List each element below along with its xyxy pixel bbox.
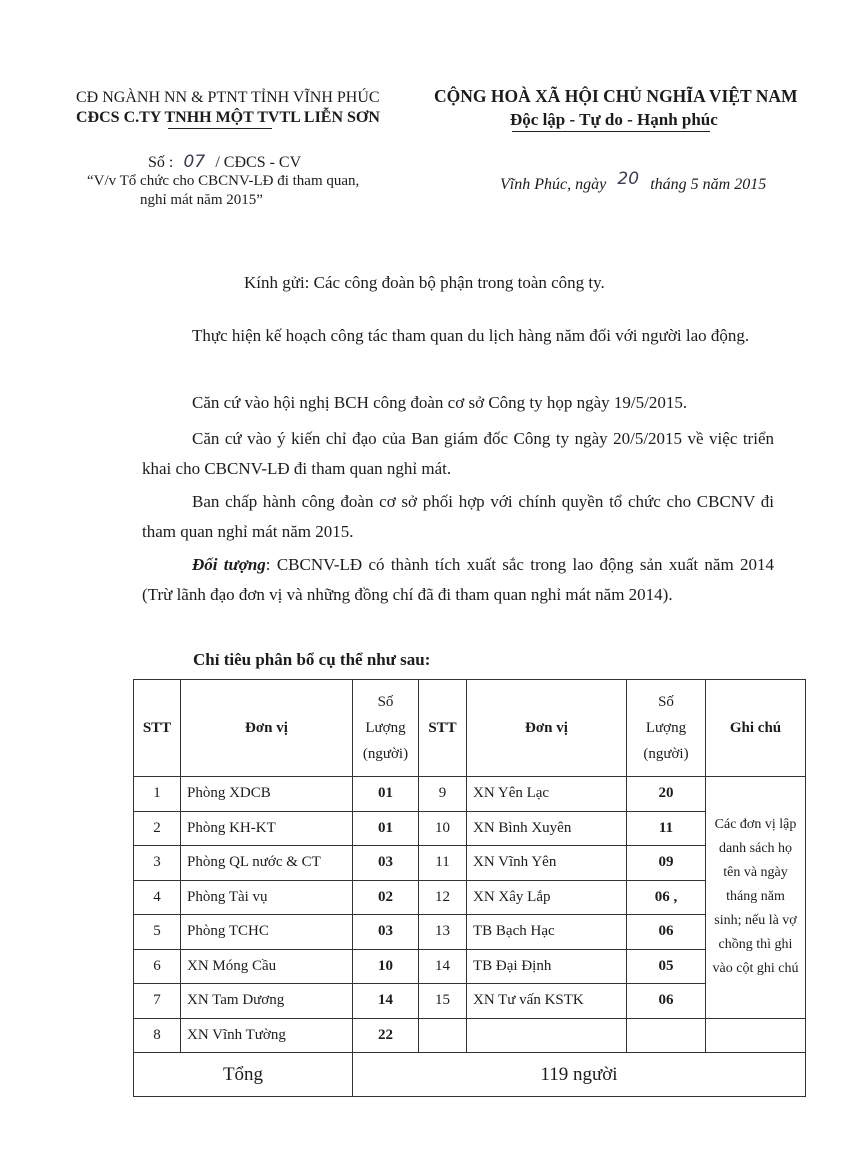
note-empty-cell xyxy=(706,1018,806,1053)
total-value: 119 người xyxy=(353,1053,806,1097)
nation-title: CỘNG HOÀ XÃ HỘI CHỦ NGHĨA VIỆT NAM xyxy=(434,86,798,106)
date-line xyxy=(500,169,767,194)
header-stt-right: STT xyxy=(419,680,467,777)
document-number xyxy=(148,152,301,172)
paragraph-direction-text: Căn cứ vào ý kiến chỉ đạo của Ban giám đốc Công ty ngày 20/5/2015 về việc triển khai cho CBCNV-LĐ đi tham quan nghỉ mát. xyxy=(142,429,774,478)
handwritten-day: 20 xyxy=(617,169,640,189)
header-underline-left xyxy=(168,128,272,129)
note-cell: Các đơn vị lập danh sách họ tên và ngày tháng năm sinh; nếu là vợ chồng thì ghi vào cột ghi chú xyxy=(706,777,806,1019)
row-qty xyxy=(627,1018,706,1053)
table-row xyxy=(134,880,806,915)
row-unit: XN Tư vấn KSTK xyxy=(467,984,627,1019)
paragraph-meeting-text: Căn cứ vào hội nghị BCH công đoàn cơ sở Công ty họp ngày 19/5/2015. xyxy=(192,393,688,412)
table-row xyxy=(134,1018,806,1053)
row-unit: XN Tam Dương xyxy=(181,984,353,1019)
table-row xyxy=(134,811,806,846)
handwritten-number: 07 xyxy=(183,152,206,172)
row-qty: 01 xyxy=(353,811,419,846)
table-header-row xyxy=(134,680,806,777)
table-row xyxy=(134,984,806,1019)
header-unit-right: Đơn vị xyxy=(467,680,627,777)
header-stt-left: STT xyxy=(134,680,181,777)
table-row xyxy=(134,846,806,881)
total-label: Tổng xyxy=(134,1053,353,1097)
paragraph-target xyxy=(142,550,774,610)
header-qty-line2: Lượng xyxy=(645,720,687,736)
row-qty: 02 xyxy=(353,880,419,915)
row-stt: 10 xyxy=(419,811,467,846)
paragraph-plan-text: Thực hiện kế hoạch công tác tham quan du lịch hàng năm đối với người lao động. xyxy=(192,326,750,345)
row-stt: 8 xyxy=(134,1018,181,1053)
row-stt: 12 xyxy=(419,880,467,915)
header-qty-right xyxy=(627,680,706,777)
subject-line-2: nghỉ mát năm 2015” xyxy=(140,192,263,208)
row-stt: 15 xyxy=(419,984,467,1019)
row-stt xyxy=(419,1018,467,1053)
row-unit: XN Vĩnh Yên xyxy=(467,846,627,881)
row-qty: 20 xyxy=(627,777,706,812)
row-qty: 14 xyxy=(353,984,419,1019)
row-stt: 1 xyxy=(134,777,181,812)
row-qty: 03 xyxy=(353,915,419,950)
row-unit xyxy=(467,1018,627,1053)
number-suffix: / CĐCS - CV xyxy=(215,154,302,171)
header-qty-line1: Số xyxy=(658,694,674,710)
date-place: Vĩnh Phúc, ngày xyxy=(500,176,607,193)
header-unit-left: Đơn vị xyxy=(181,680,353,777)
row-qty: 09 xyxy=(627,846,706,881)
row-qty: 11 xyxy=(627,811,706,846)
union-org-line: CĐ NGÀNH NN & PTNT TỈNH VĨNH PHÚC xyxy=(76,89,380,106)
table-row xyxy=(134,915,806,950)
header-qty-line3: (người) xyxy=(362,746,409,762)
row-unit: XN Yên Lạc xyxy=(467,777,627,812)
target-text: : CBCNV-LĐ có thành tích xuất sắc trong lao động sản xuất năm 2014 (Trừ lãnh đạo đơn vị và những đồng chí đã đi tham quan nghỉ mát năm 2014). xyxy=(142,555,774,604)
row-qty: 22 xyxy=(353,1018,419,1053)
header-note: Ghi chú xyxy=(706,680,806,777)
row-unit: Phòng XDCB xyxy=(181,777,353,812)
paragraph-executive-text: Ban chấp hành công đoàn cơ sở phối hợp với chính quyền tổ chức cho CBCNV đi tham quan nghỉ mát năm 2015. xyxy=(142,492,774,541)
row-unit: XN Xây Lắp xyxy=(467,880,627,915)
paragraph-executive xyxy=(142,487,774,547)
recipient-line: Kính gửi: Các công đoàn bộ phận trong toàn công ty. xyxy=(244,273,605,292)
header-qty-left xyxy=(353,680,419,777)
row-qty: 06 xyxy=(627,915,706,950)
row-stt: 13 xyxy=(419,915,467,950)
header-qty-line2: Lượng xyxy=(365,720,406,736)
row-qty: 05 xyxy=(627,949,706,984)
paragraph-direction xyxy=(142,424,774,484)
row-stt: 2 xyxy=(134,811,181,846)
row-unit: XN Bình Xuyên xyxy=(467,811,627,846)
subject-line-1: “V/v Tổ chức cho CBCNV-LĐ đi tham quan, xyxy=(87,173,360,189)
target-label: Đối tượng xyxy=(192,555,266,574)
number-label: Số : xyxy=(148,154,174,171)
row-qty: 03 xyxy=(353,846,419,881)
row-unit: XN Vĩnh Tường xyxy=(181,1018,353,1053)
date-month-year: tháng 5 năm 2015 xyxy=(650,176,767,193)
union-base-line: CĐCS C.TY TNHH MỘT TVTL LIỄN SƠN xyxy=(76,109,380,126)
row-stt: 4 xyxy=(134,880,181,915)
row-unit: Phòng QL nước & CT xyxy=(181,846,353,881)
header-qty-line1: Số xyxy=(377,694,394,710)
row-unit: TB Đại Định xyxy=(467,949,627,984)
row-qty: 01 xyxy=(353,777,419,812)
quota-table xyxy=(133,679,806,1097)
row-stt: 5 xyxy=(134,915,181,950)
row-stt: 6 xyxy=(134,949,181,984)
row-stt: 11 xyxy=(419,846,467,881)
row-unit: Phòng TCHC xyxy=(181,915,353,950)
row-stt: 9 xyxy=(419,777,467,812)
total-row xyxy=(134,1053,806,1097)
nation-motto: Độc lập - Tự do - Hạnh phúc xyxy=(510,110,718,129)
header-qty-line3: (người) xyxy=(643,746,689,762)
row-stt: 7 xyxy=(134,984,181,1019)
header-underline-right xyxy=(512,131,710,132)
row-unit: XN Móng Cầu xyxy=(181,949,353,984)
table-caption: Chỉ tiêu phân bổ cụ thể như sau: xyxy=(193,650,431,669)
row-unit: TB Bạch Hạc xyxy=(467,915,627,950)
row-qty: 06 xyxy=(627,984,706,1019)
paragraph-meeting xyxy=(142,388,774,418)
paragraph-plan xyxy=(142,321,774,351)
row-stt: 14 xyxy=(419,949,467,984)
row-unit: Phòng Tài vụ xyxy=(181,880,353,915)
row-stt: 3 xyxy=(134,846,181,881)
row-unit: Phòng KH-KT xyxy=(181,811,353,846)
row-qty: 10 xyxy=(353,949,419,984)
table-row xyxy=(134,949,806,984)
row-qty: 06 , xyxy=(627,880,706,915)
table-row xyxy=(134,777,806,812)
